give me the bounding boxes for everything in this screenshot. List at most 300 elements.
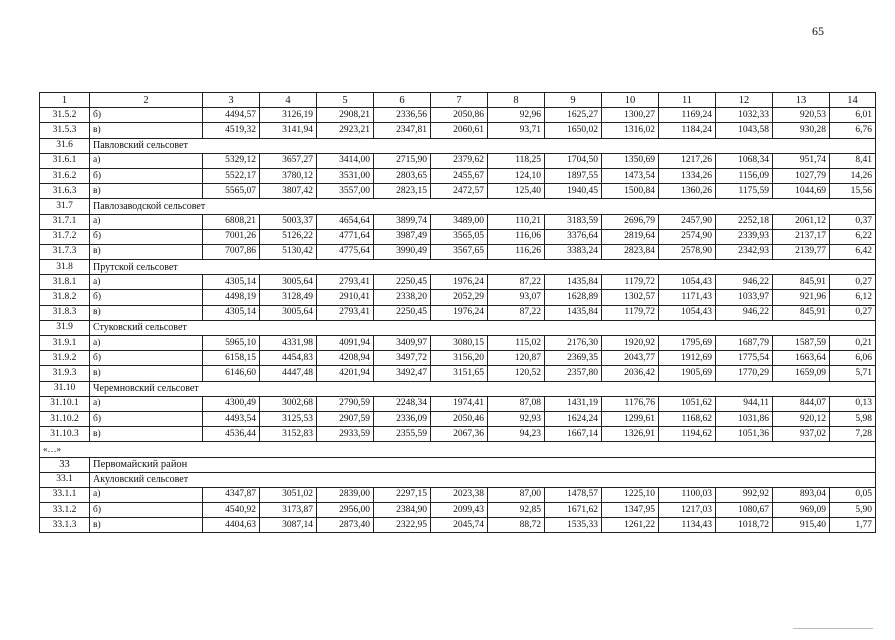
row-label: в) (90, 123, 203, 138)
value-cell: 2250,45 (374, 305, 431, 320)
table-row (40, 123, 876, 138)
value-cell: 4771,64 (317, 229, 374, 244)
value-cell: 2099,43 (431, 503, 488, 518)
section-row (40, 472, 876, 487)
value-cell: 1435,84 (545, 275, 602, 290)
value-cell: 0,27 (830, 305, 876, 320)
table-row (40, 244, 876, 259)
value-cell: 3899,74 (374, 214, 431, 229)
value-cell: 1194,62 (659, 427, 716, 442)
value-cell: 2036,42 (602, 366, 659, 381)
value-cell: 0,13 (830, 396, 876, 411)
value-cell: 2472,57 (431, 184, 488, 199)
value-cell: 3565,05 (431, 229, 488, 244)
section-code: 31.7 (40, 199, 90, 214)
column-header: 7 (431, 93, 488, 108)
value-cell: 120,52 (488, 366, 545, 381)
value-cell: 2823,15 (374, 184, 431, 199)
value-cell: 893,04 (773, 487, 830, 502)
value-cell: 3409,97 (374, 336, 431, 351)
value-cell: 87,22 (488, 275, 545, 290)
value-cell: 4498,19 (203, 290, 260, 305)
section-title: Павлозаводской сельсовет (90, 199, 876, 214)
value-cell: 1920,92 (602, 336, 659, 351)
value-cell: 3780,12 (260, 168, 317, 183)
district-code: 33 (40, 457, 90, 472)
value-cell: 2023,38 (431, 487, 488, 502)
value-cell: 915,40 (773, 518, 830, 533)
value-cell: 2339,93 (716, 229, 773, 244)
value-cell: 1431,19 (545, 396, 602, 411)
value-cell: 5,71 (830, 366, 876, 381)
value-cell: 2322,95 (374, 518, 431, 533)
value-cell: 87,22 (488, 305, 545, 320)
district-title: Первомайский район (90, 457, 876, 472)
value-cell: 1068,34 (716, 153, 773, 168)
value-cell: 15,56 (830, 184, 876, 199)
value-cell: 3005,64 (260, 275, 317, 290)
value-cell: 3557,00 (317, 184, 374, 199)
value-cell: 2355,59 (374, 427, 431, 442)
row-code: 33.1.3 (40, 518, 90, 533)
value-cell: 1217,03 (659, 503, 716, 518)
value-cell: 1032,33 (716, 108, 773, 123)
value-cell: 1671,62 (545, 503, 602, 518)
value-cell: 3128,49 (260, 290, 317, 305)
table-row (40, 427, 876, 442)
table-row (40, 184, 876, 199)
value-cell: 845,91 (773, 305, 830, 320)
value-cell: 4654,64 (317, 214, 374, 229)
value-cell: 4494,57 (203, 108, 260, 123)
value-cell: 88,72 (488, 518, 545, 533)
value-cell: 4775,64 (317, 244, 374, 259)
value-cell: 6146,60 (203, 366, 260, 381)
value-cell: 6,22 (830, 229, 876, 244)
value-cell: 92,93 (488, 411, 545, 426)
column-header: 11 (659, 93, 716, 108)
value-cell: 2384,90 (374, 503, 431, 518)
value-cell: 2578,90 (659, 244, 716, 259)
value-cell: 1033,97 (716, 290, 773, 305)
value-cell: 1360,26 (659, 184, 716, 199)
value-cell: 2137,17 (773, 229, 830, 244)
row-label: а) (90, 275, 203, 290)
column-header: 6 (374, 93, 431, 108)
value-cell: 4536,44 (203, 427, 260, 442)
value-cell: 2297,15 (374, 487, 431, 502)
value-cell: 2342,93 (716, 244, 773, 259)
section-code: 31.9 (40, 320, 90, 335)
row-label: б) (90, 503, 203, 518)
value-cell: 3990,49 (374, 244, 431, 259)
row-label: б) (90, 168, 203, 183)
value-cell: 3807,42 (260, 184, 317, 199)
row-label: в) (90, 366, 203, 381)
value-cell: 4305,14 (203, 305, 260, 320)
value-cell: 3051,02 (260, 487, 317, 502)
table-header-row (40, 93, 876, 108)
value-cell: 1500,84 (602, 184, 659, 199)
value-cell: 1940,45 (545, 184, 602, 199)
value-cell: 2803,65 (374, 168, 431, 183)
value-cell: 7007,86 (203, 244, 260, 259)
section-row (40, 199, 876, 214)
value-cell: 1478,57 (545, 487, 602, 502)
value-cell: 3567,65 (431, 244, 488, 259)
value-cell: 1031,86 (716, 411, 773, 426)
row-code: 31.7.3 (40, 244, 90, 259)
value-cell: 4208,94 (317, 351, 374, 366)
value-cell: 5965,10 (203, 336, 260, 351)
value-cell: 3492,47 (374, 366, 431, 381)
value-cell: 7001,26 (203, 229, 260, 244)
value-cell: 946,22 (716, 275, 773, 290)
row-code: 31.7.1 (40, 214, 90, 229)
value-cell: 3383,24 (545, 244, 602, 259)
value-cell: 1179,72 (602, 275, 659, 290)
value-cell: 1044,69 (773, 184, 830, 199)
value-cell: 0,05 (830, 487, 876, 502)
value-cell: 5329,12 (203, 153, 260, 168)
value-cell: 1334,26 (659, 168, 716, 183)
value-cell: 3657,27 (260, 153, 317, 168)
value-cell: 2455,67 (431, 168, 488, 183)
table-row (40, 396, 876, 411)
row-code: 33.1.1 (40, 487, 90, 502)
value-cell: 3497,72 (374, 351, 431, 366)
value-cell: 1156,09 (716, 168, 773, 183)
value-cell: 2790,59 (317, 396, 374, 411)
value-cell: 1316,02 (602, 123, 659, 138)
value-cell: 1054,43 (659, 275, 716, 290)
value-cell: 1587,59 (773, 336, 830, 351)
value-cell: 1795,69 (659, 336, 716, 351)
table-row (40, 411, 876, 426)
value-cell: 1018,72 (716, 518, 773, 533)
value-cell: 2052,29 (431, 290, 488, 305)
value-cell: 2457,90 (659, 214, 716, 229)
value-cell: 87,00 (488, 487, 545, 502)
value-cell: 93,71 (488, 123, 545, 138)
column-header: 12 (716, 93, 773, 108)
value-cell: 920,12 (773, 411, 830, 426)
column-header: 13 (773, 93, 830, 108)
value-cell: 1302,57 (602, 290, 659, 305)
column-header: 8 (488, 93, 545, 108)
table-row (40, 214, 876, 229)
value-cell: 1435,84 (545, 305, 602, 320)
value-cell: 5565,07 (203, 184, 260, 199)
table-row (40, 275, 876, 290)
value-cell: 6808,21 (203, 214, 260, 229)
value-cell: 2139,77 (773, 244, 830, 259)
value-cell: 2248,34 (374, 396, 431, 411)
value-cell: 3376,64 (545, 229, 602, 244)
value-cell: 92,85 (488, 503, 545, 518)
value-cell: 1770,29 (716, 366, 773, 381)
row-label: а) (90, 214, 203, 229)
row-label: в) (90, 427, 203, 442)
section-title: Черемновский сельсовет (90, 381, 876, 396)
value-cell: 4404,63 (203, 518, 260, 533)
value-cell: 1225,10 (602, 487, 659, 502)
value-cell: 3414,00 (317, 153, 374, 168)
value-cell: 93,07 (488, 290, 545, 305)
value-cell: 1168,62 (659, 411, 716, 426)
value-cell: 118,25 (488, 153, 545, 168)
section-row (40, 138, 876, 153)
value-cell: 1347,95 (602, 503, 659, 518)
value-cell: 1905,69 (659, 366, 716, 381)
value-cell: 8,41 (830, 153, 876, 168)
tariff-table (39, 92, 876, 533)
value-cell: 1704,50 (545, 153, 602, 168)
value-cell: 1976,24 (431, 275, 488, 290)
value-cell: 1080,67 (716, 503, 773, 518)
value-cell: 3141,94 (260, 123, 317, 138)
value-cell: 1650,02 (545, 123, 602, 138)
row-label: а) (90, 396, 203, 411)
section-code: 33.1 (40, 472, 90, 487)
row-code: 31.8.2 (40, 290, 90, 305)
value-cell: 116,26 (488, 244, 545, 259)
value-cell: 5,90 (830, 503, 876, 518)
page-number: 65 (812, 24, 824, 38)
district-row (40, 457, 876, 472)
table-row (40, 290, 876, 305)
value-cell: 3489,00 (431, 214, 488, 229)
value-cell: 14,26 (830, 168, 876, 183)
value-cell: 1300,27 (602, 108, 659, 123)
value-cell: 2715,90 (374, 153, 431, 168)
value-cell: 3152,83 (260, 427, 317, 442)
value-cell: 120,87 (488, 351, 545, 366)
value-cell: 4305,14 (203, 275, 260, 290)
value-cell: 920,53 (773, 108, 830, 123)
column-header: 9 (545, 93, 602, 108)
value-cell: 116,06 (488, 229, 545, 244)
column-header: 10 (602, 93, 659, 108)
row-code: 31.9.2 (40, 351, 90, 366)
section-title: Акуловский сельсовет (90, 472, 876, 487)
section-row (40, 381, 876, 396)
value-cell: 1667,14 (545, 427, 602, 442)
value-cell: 2696,79 (602, 214, 659, 229)
value-cell: 1473,54 (602, 168, 659, 183)
column-header: 14 (830, 93, 876, 108)
value-cell: 930,28 (773, 123, 830, 138)
value-cell: 937,02 (773, 427, 830, 442)
value-cell: 6,06 (830, 351, 876, 366)
row-label: а) (90, 336, 203, 351)
value-cell: 1535,33 (545, 518, 602, 533)
value-cell: 1663,64 (773, 351, 830, 366)
row-code: 31.5.2 (40, 108, 90, 123)
row-label: б) (90, 108, 203, 123)
value-cell: 2336,09 (374, 411, 431, 426)
value-cell: 3080,15 (431, 336, 488, 351)
value-cell: 1051,36 (716, 427, 773, 442)
value-cell: 4201,94 (317, 366, 374, 381)
value-cell: 2357,80 (545, 366, 602, 381)
value-cell: 1976,24 (431, 305, 488, 320)
table-row (40, 518, 876, 533)
value-cell: 3156,20 (431, 351, 488, 366)
value-cell: 946,22 (716, 305, 773, 320)
table-row (40, 503, 876, 518)
value-cell: 2067,36 (431, 427, 488, 442)
value-cell: 1179,72 (602, 305, 659, 320)
row-label: в) (90, 305, 203, 320)
value-cell: 3125,53 (260, 411, 317, 426)
value-cell: 125,40 (488, 184, 545, 199)
value-cell: 2839,00 (317, 487, 374, 502)
value-cell: 1775,54 (716, 351, 773, 366)
value-cell: 845,91 (773, 275, 830, 290)
section-row (40, 260, 876, 275)
row-code: 31.9.3 (40, 366, 90, 381)
value-cell: 1100,03 (659, 487, 716, 502)
value-cell: 951,74 (773, 153, 830, 168)
column-header: 3 (203, 93, 260, 108)
value-cell: 992,92 (716, 487, 773, 502)
value-cell: 0,37 (830, 214, 876, 229)
value-cell: 6,76 (830, 123, 876, 138)
section-code: 31.6 (40, 138, 90, 153)
value-cell: 2793,41 (317, 275, 374, 290)
row-code: 31.5.3 (40, 123, 90, 138)
value-cell: 7,28 (830, 427, 876, 442)
value-cell: 2250,45 (374, 275, 431, 290)
value-cell: 2252,18 (716, 214, 773, 229)
table-row (40, 229, 876, 244)
value-cell: 1628,89 (545, 290, 602, 305)
value-cell: 1176,76 (602, 396, 659, 411)
value-cell: 110,21 (488, 214, 545, 229)
value-cell: 94,23 (488, 427, 545, 442)
value-cell: 844,07 (773, 396, 830, 411)
table-row (40, 336, 876, 351)
value-cell: 1974,41 (431, 396, 488, 411)
row-label: в) (90, 518, 203, 533)
value-cell: 4300,49 (203, 396, 260, 411)
value-cell: 2910,41 (317, 290, 374, 305)
value-cell: 5126,22 (260, 229, 317, 244)
column-header: 4 (260, 93, 317, 108)
value-cell: 969,09 (773, 503, 830, 518)
value-cell: 2043,77 (602, 351, 659, 366)
value-cell: 2050,86 (431, 108, 488, 123)
ellipsis-marker: «…» (40, 442, 876, 457)
table-row (40, 168, 876, 183)
value-cell: 1054,43 (659, 305, 716, 320)
value-cell: 1027,79 (773, 168, 830, 183)
value-cell: 92,96 (488, 108, 545, 123)
row-code: 31.8.1 (40, 275, 90, 290)
value-cell: 6,01 (830, 108, 876, 123)
value-cell: 2050,46 (431, 411, 488, 426)
value-cell: 2369,35 (545, 351, 602, 366)
value-cell: 3531,00 (317, 168, 374, 183)
row-code: 31.6.3 (40, 184, 90, 199)
value-cell: 2061,12 (773, 214, 830, 229)
value-cell: 1897,55 (545, 168, 602, 183)
value-cell: 4540,92 (203, 503, 260, 518)
value-cell: 4519,32 (203, 123, 260, 138)
value-cell: 921,96 (773, 290, 830, 305)
value-cell: 2338,20 (374, 290, 431, 305)
table-row (40, 487, 876, 502)
value-cell: 5522,17 (203, 168, 260, 183)
table-row (40, 366, 876, 381)
value-cell: 4493,54 (203, 411, 260, 426)
value-cell: 6158,15 (203, 351, 260, 366)
row-code: 33.1.2 (40, 503, 90, 518)
table-row (40, 305, 876, 320)
table-row (40, 153, 876, 168)
value-cell: 2823,84 (602, 244, 659, 259)
value-cell: 1184,24 (659, 123, 716, 138)
value-cell: 2819,64 (602, 229, 659, 244)
row-code: 31.10.2 (40, 411, 90, 426)
value-cell: 3087,14 (260, 518, 317, 533)
value-cell: 5003,37 (260, 214, 317, 229)
section-title: Прутской сельсовет (90, 260, 876, 275)
value-cell: 3173,87 (260, 503, 317, 518)
row-label: а) (90, 487, 203, 502)
value-cell: 1217,26 (659, 153, 716, 168)
value-cell: 2336,56 (374, 108, 431, 123)
value-cell: 3002,68 (260, 396, 317, 411)
section-code: 31.8 (40, 260, 90, 275)
row-code: 31.6.1 (40, 153, 90, 168)
value-cell: 2873,40 (317, 518, 374, 533)
value-cell: 3183,59 (545, 214, 602, 229)
value-cell: 2379,62 (431, 153, 488, 168)
value-cell: 2793,41 (317, 305, 374, 320)
value-cell: 1043,58 (716, 123, 773, 138)
section-title: Стуковский сельсовет (90, 320, 876, 335)
value-cell: 2060,61 (431, 123, 488, 138)
value-cell: 944,11 (716, 396, 773, 411)
value-cell: 1659,09 (773, 366, 830, 381)
value-cell: 2956,00 (317, 503, 374, 518)
value-cell: 1912,69 (659, 351, 716, 366)
value-cell: 3126,19 (260, 108, 317, 123)
table-row (40, 351, 876, 366)
value-cell: 115,02 (488, 336, 545, 351)
value-cell: 1625,27 (545, 108, 602, 123)
value-cell: 4347,87 (203, 487, 260, 502)
value-cell: 2574,90 (659, 229, 716, 244)
value-cell: 3987,49 (374, 229, 431, 244)
row-label: а) (90, 153, 203, 168)
value-cell: 4091,94 (317, 336, 374, 351)
value-cell: 2923,21 (317, 123, 374, 138)
column-header: 2 (90, 93, 203, 108)
value-cell: 1134,43 (659, 518, 716, 533)
value-cell: 124,10 (488, 168, 545, 183)
value-cell: 4447,48 (260, 366, 317, 381)
value-cell: 1624,24 (545, 411, 602, 426)
section-code: 31.10 (40, 381, 90, 396)
row-code: 31.10.1 (40, 396, 90, 411)
column-header: 5 (317, 93, 374, 108)
value-cell: 1299,61 (602, 411, 659, 426)
value-cell: 6,42 (830, 244, 876, 259)
row-code: 31.9.1 (40, 336, 90, 351)
